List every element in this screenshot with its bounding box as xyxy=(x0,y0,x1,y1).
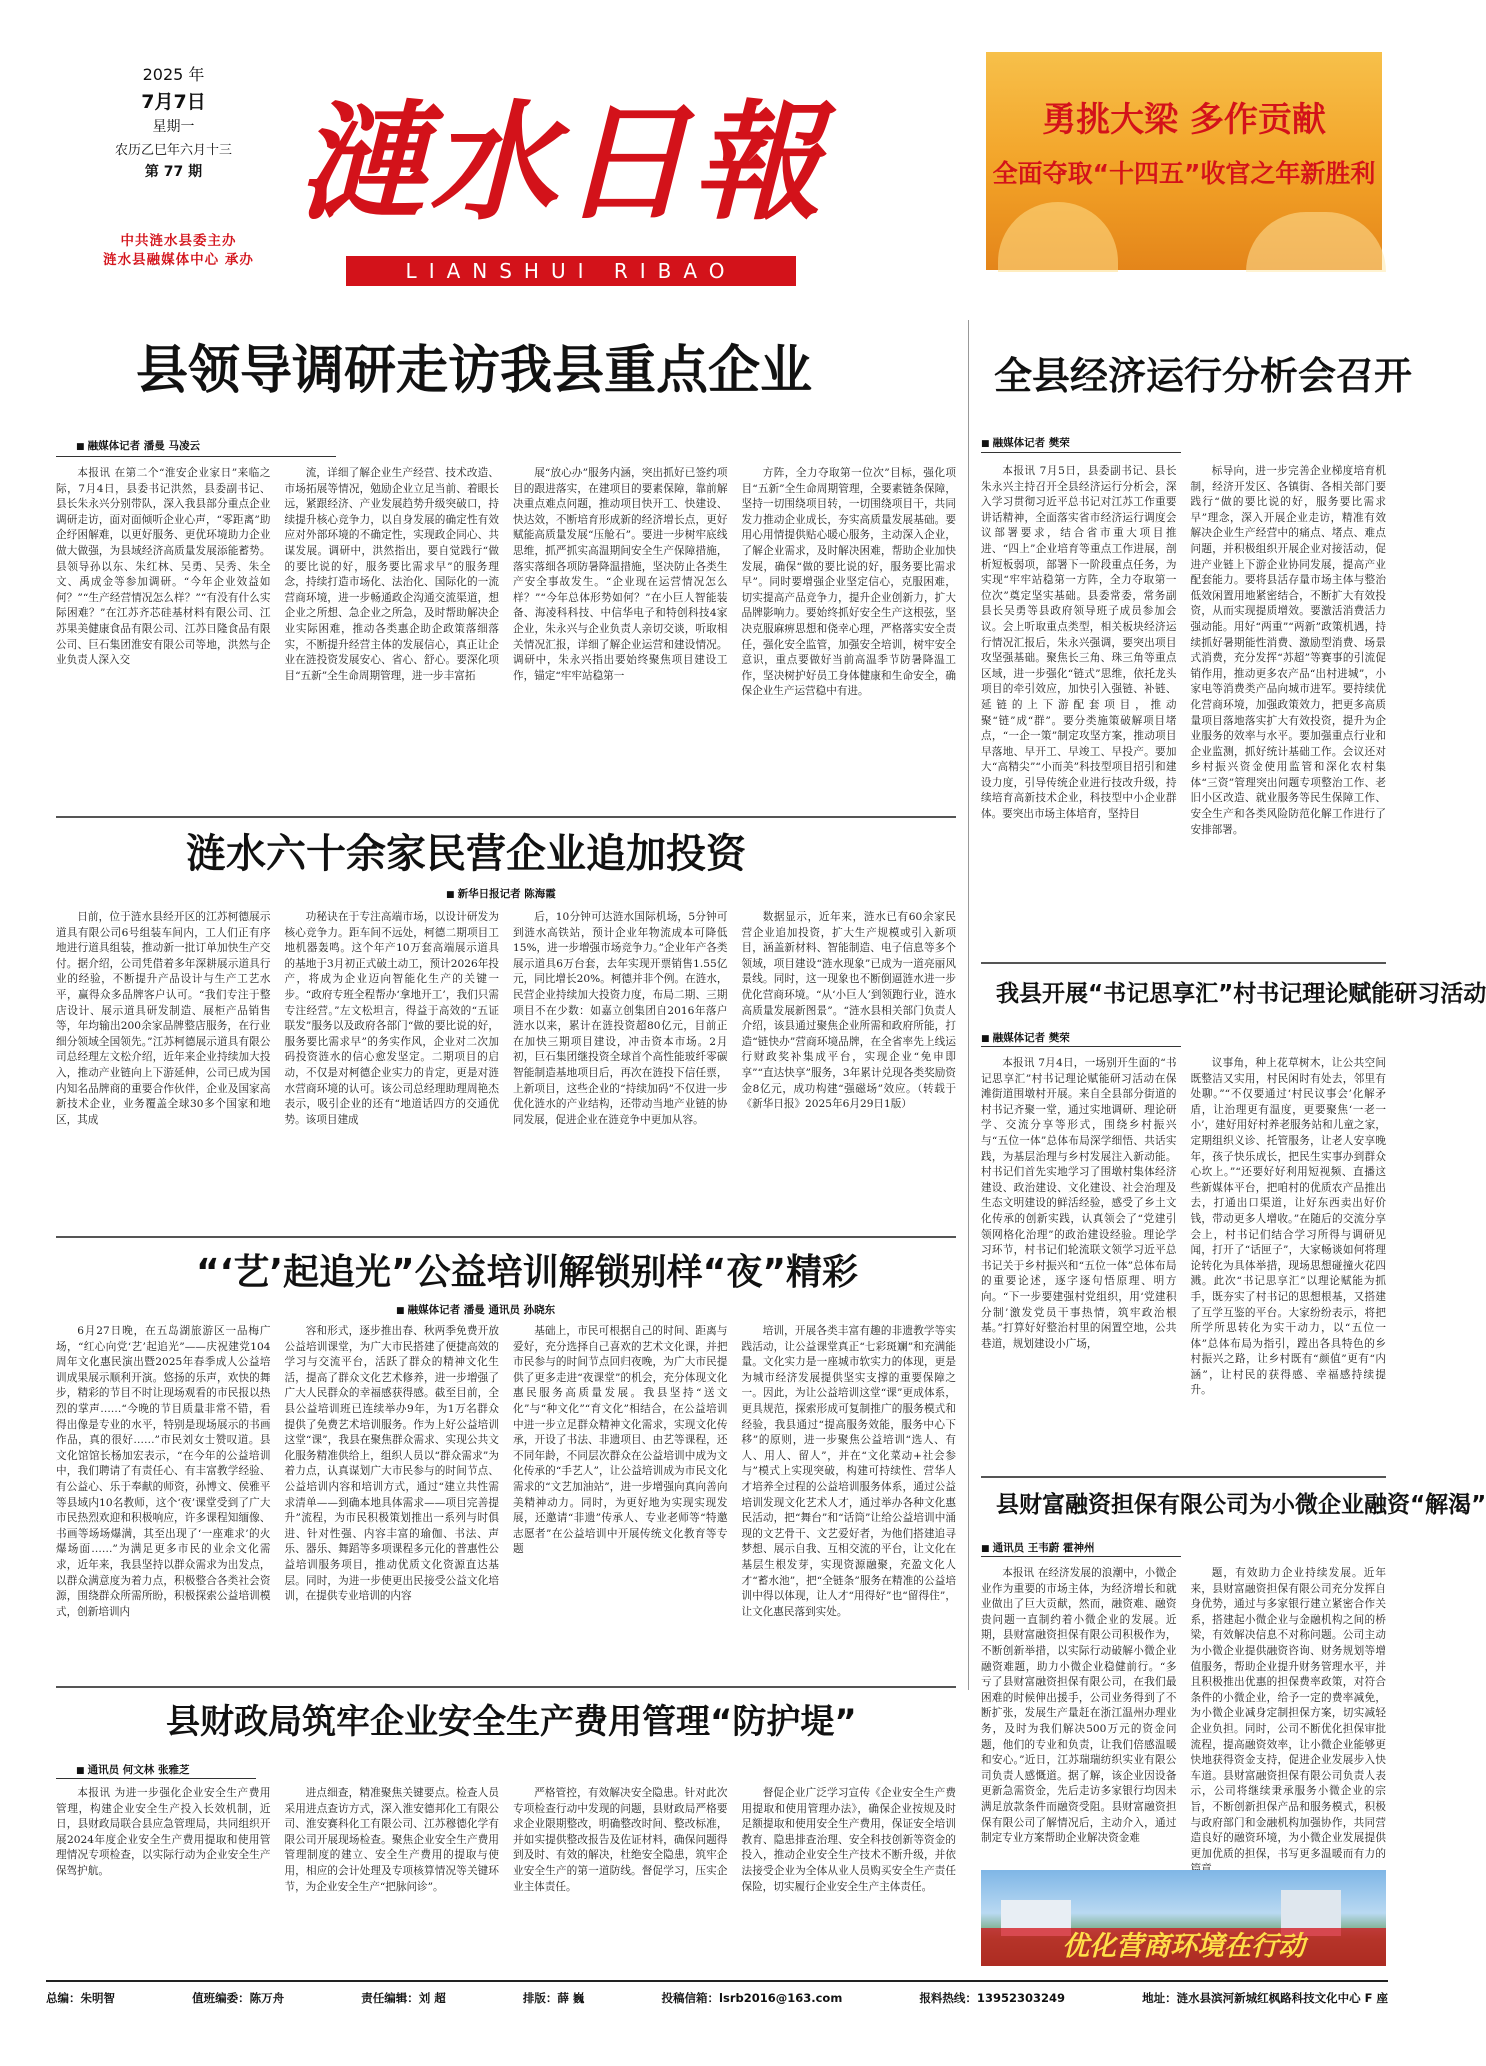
a5-headline: “‘艺’起追光”公益培训解锁别样“夜”精彩 xyxy=(196,1252,858,1293)
lunar-date: 农历乙巳年六月十三 xyxy=(114,143,232,158)
slogan-line-1: 勇挑大梁 多作贡献 xyxy=(1042,100,1326,140)
a7-col: 本报讯 为进一步强化企业安全生产费用管理，构建企业安全生产投入长效机制，近日，县财政局联合县应急管理局，共同组织开展2024年度企业安全生产费用提取和使用管理情况专项检查，以实际行动为企业安全生产保驾护航。 xyxy=(56,1787,271,1877)
divider xyxy=(981,1046,1181,1047)
section-rule xyxy=(981,1476,1386,1478)
section-rule xyxy=(56,816,956,818)
footer xyxy=(46,1990,1388,2006)
a3-byline: ■ 新华日报记者 陈海霞 xyxy=(446,886,556,901)
a7-col: 严格管控，有效解决安全隐患。针对此次专项检查行动中发现的问题，县财政局严格要求企业限期整改，明确整改时间、整改标准，并如实提供整改报告及佐证材料，确保问题得到及时、有效的解决，杜绝安全隐患，筑牢企业安全生产的第一道防线。督促学习，压实企业主体责任。 xyxy=(513,1787,728,1893)
a1-headline: 县领导调研走访我县重点企业 xyxy=(136,341,813,401)
a1-col: 本报讯 在第二个“淮安企业家日”来临之际，7月4日，县委书记洪然，县委副书记、县长朱永兴分别带队，深入我县部分重点企业调研走访，面对面倾听企业心声，“零距离”助企纾困解难，以更好服务、更优环境助力企业做大做强，为县域经济高质量发展添能蓄势。县领导孙以东、朱红林、吴勇、吴秀、朱全文、禹成金等参加调研。“今年企业效益如何？”“生产经营情况怎么样？”“有没有什么实际困难？”在江苏齐芯硅基材料有限公司、江苏果美健康食品有限公司、江苏日隆食品有限公司、巨石集团淮安有限公司等地，洪然与企业负责人深入交 xyxy=(56,467,271,667)
a4-col: 本报讯 7月4日，一场别开生面的“书记思享汇”村书记理论赋能研习活动在保滩街道围墩村开展。来自全县部分街道的村书记齐聚一堂，通过实地调研、理论研学、交流分享等形式，围绕乡村振兴与“五位一体”总体布局深学细悟、共话实践，为基层治理与乡村发展注入新动能。村书记们首先实地学习了围墩村集体经济建设、政治建设、文化建设、社会治理及生态文明建设的鲜活经验，感受了乡土文化传承的创新实践，认真领会了“党建引领网格化治理”的政治建设经验。理论学习环节，村书记们轮流联文领学习近平总书记关于乡村振兴和“五位一体”总体布局的重要论述，逐字逐句悟原理、明方向。“下一步要建强村党组织，用‘党建积分制’激发党员干事热情，筑牢政治根基。”打算好好整治村里的闲置空地，公共巷道，规划建设小广场， xyxy=(981,1057,1177,1350)
a3-col: 日前，位于涟水县经开区的江苏柯德展示道具有限公司6号组装车间内，工人们正有序地进行道具组装，推动新一批订单加快生产交付。据介绍，公司凭借着多年深耕展示道具行业的经验，不断提升产品设计与生产工艺水平，赢得众多品牌客户认可。“我们专注于整店设计、展示道具研发制造、展柜产品销售等，年均输出200余家品牌整店服务，在行业细分领域全国领先。”江苏柯德展示道具有限公司总经理左文松介绍，近年来企业持续加大投入，推动产业链向上下游延伸，公司已成为国内知名品牌商的重要合作伙伴，企业及国家高新技术企业，业务覆盖全球30多个国家和地区，其成 xyxy=(56,911,271,1126)
footer-layout: 排版：薛 巍 xyxy=(522,1991,585,2005)
a5-col: 6月27日晚，在五岛湖旅游区一品梅广场，“红心向党‘艺’起追光”——庆祝建党104周年文化惠民演出暨2025年春季成人公益培训成果展示顺利开演。悠扬的乐声，欢快的舞步，精彩的节目不时让现场观看的市民报以热烈的掌声……“今晚的节目质量非常不错，看得出像是专业的水平，特别是现场展示的书画作品，真的很好……”市民刘女士赞叹道。县文化馆馆长杨加宏表示，“在今年的公益培训中，我们聘请了有责任心、有丰富教学经验、有公益心、乐于奉献的师资，孙博文、侯雅平等县域内10名教师，这个‘夜’课堂受到了广大市民热烈欢迎和积极响应，许多课程知缅像、书画等场场爆满，其至出现了‘一座难求’的火爆场面……”为满足更多市民的业余文化需求，近年来，我县坚持以群众需求为出发点，以群众满意度为着力点，积极整合各类社会资源，围绕群众所需所盼，积极探索公益培训模式，创新培训内 xyxy=(56,1325,271,1618)
a7-col: 进点细查，精准聚焦关键要点。检查人员采用进点查访方式，深入淮安德邦化工有限公司、淮安赛科化工有限公司、江苏穆德化学有限公司开展现场检查。聚焦企业安全生产费用管理制度的建立、安全生产费用的提取与使用，相应的会计处理及专项核算情况等关键环节，为企业安全生产“把脉问诊”。 xyxy=(284,1787,499,1893)
sponsor: 中共涟水县委主办 xyxy=(120,233,237,249)
year: 2025 年 xyxy=(142,65,205,84)
a5-col: 基础上，市民可根据自己的时间、距离与爱好，充分选择自己喜欢的艺术文化课，并把市民参与的时间节点回归夜晚，为广大市民提供了更多走进“夜课堂”的机会，充分体现文化惠民服务高质量发展。我县坚持“送文化”与“种文化”“育文化”相结合，在公益培训中进一步立足群众精神文化需求，实现文化传承，开设了书法、非遗项目、由艺等课程，还不同年龄，不同层次群众在公益培训中成为文化传承的“手艺人”，让公益培训成为市民文化需求的“文艺加油站”，进一步增强向真向善向美精神动力。同时，为更好地为实现实现发展，还邀请“非遗”传承人、专业老师等“特邀志愿者”在公益培训中开展传统文化教育等专题 xyxy=(513,1325,728,1556)
a4-byline: ■ 融媒体记者 樊荣 xyxy=(981,1030,1070,1045)
slogan-banner xyxy=(986,52,1382,270)
flower-decoration xyxy=(1246,212,1386,272)
a1-byline: ■ 融媒体记者 潘曼 马凌云 xyxy=(76,438,200,453)
a2-col: 本报讯 7月5日，县委副书记、县长朱永兴主持召开全县经济运行分析会，深入学习贯彻习近平总书记对江苏工作重要讲话精神，全面落实省市经济运行调度会议部署要求，结合省市重大项目推进、“四上”企业培育等重点工作进展，剖析短板弱项，部署下一阶段重点任务，为实现“牢牢站稳第一方阵，全力夺取第一位次”奠定坚实基础。县委常委，常务副县长吴勇等县政府领导班子成员参加会议。会上听取重点类型，相关板块经济运行情况汇报后，朱永兴强调，要突出项目攻坚强基础。聚焦长三角、珠三角等重点区域，进一步强化“链式”思维，依托龙头项目的牵引效应，加快引入强链、补链、延链的上下游配套项目，推动聚“链”成“群”。要分类施策破解项目堵点，“一企一策”制定攻坚方案，推动项目早落地、早开工、早竣工、早投产。要加大“高精尖”“小而美”科技型项目招引和建设力度，引导传统企业进行技改升级，持续培育高新技术企业，科技型中小企业群体。要突出市场主体培育，坚持目 xyxy=(981,465,1177,821)
footer-rule xyxy=(46,1980,1388,1982)
a6-col: 本报讯 在经济发展的浪潮中，小微企业作为重要的市场主体，为经济增长和就业做出了巨大贡献，然而，融资难、融资贵问题一直制约着小微企业的发展。近期，县财富融资担保有限公司积极作为，不断创新举措，以实际行动破解小微企业融资难题，助力小微企业稳健前行。“多亏了县财富融资担保有限公司，在我们最困难的时候伸出援手，公司业务得到了不断扩张，发展生产量赶在浙江温州办理业务，及时为我们解决500万元的资金问题，他们的专业和负责，让我们倍感温暖和安心。”近日，江苏瑞瑞纺织实业有限公司负责人感慨道。据了解，该企业因设备更新急需资金，先后走访多家银行均因未满足放款条件而融资受阻。县财富融资担保有限公司了解情况后，主动介入，通过制定专业方案帮助企业解决资金难 xyxy=(981,1567,1177,1845)
divider xyxy=(56,456,336,457)
footer-duty-editor: 值班编委：陈万舟 xyxy=(192,1991,285,2005)
a2-body xyxy=(981,464,1386,960)
flower-decoration xyxy=(998,202,1118,272)
a7-col: 督促企业广泛学习宣传《企业安全生产费用提取和使用管理办法》，确保企业按规及时足额提取和使用安全生产费用，保证安全培训教育、隐患排查治理、安全科技创新等资金的投入，推动企业安全生产技术不断升级，并依法接受企业为全体从业人员购买安全生产责任保险，切实履行企业安全生产主体责任。 xyxy=(741,1787,956,1893)
section-rule xyxy=(56,1236,956,1238)
a5-body xyxy=(56,1324,956,1676)
a4-headline: 我县开展“书记思享汇”村书记理论赋能研习活动 xyxy=(996,981,1486,1007)
sponsor-block xyxy=(86,232,271,270)
ad-text: 优化营商环境在行动 xyxy=(1062,1931,1305,1962)
business-environment-ad xyxy=(981,1870,1386,1966)
a5-col: 培训，开展各类丰富有趣的非遗教学等实践活动，让公益课堂真正“七彩斑斓”和充满能量。文化实力是一座城市软实力的体现，更是为城市经济发展提供坚实支撑的重要保障之一。因此，为让公益培训这堂“课”更成体系，更具规范，探索形成可复制推广的服务模式和经验，我县通过“提高服务效能，服务中心下移”的原则，进一步聚焦公益培训“选人、有人、用人、留人”，并在“文化菜动+社会参与”模式上实现突破，构建可持续性、营华人才培养全过程的公益培训服务体系，通过公益培训发现文化艺术人才，通过举办各种文化惠民活动，把“舞台”和“话筒”让给公益培训中涌现的文艺骨干、文艺爱好者，为他们搭建追寻梦想、展示自我、互相交流的平台，让文化在基层生根发芽，实现资源融聚，充盈文化人才“蓄水池”，把“全链条”服务在精准的公益培训中得以体现，让人才“用得好”也“留得住”，让文化惠民落到实处。 xyxy=(741,1325,956,1618)
divider xyxy=(981,1556,1181,1557)
a7-headline: 县财政局筑牢企业安全生产费用管理“防护堤” xyxy=(166,1702,857,1742)
weekday: 星期一 xyxy=(152,119,195,135)
section-rule xyxy=(981,962,1386,964)
column-divider xyxy=(968,320,969,1690)
a4-body xyxy=(981,1056,1386,1472)
a1-col: 方阵，全力夺取第一位次”目标，强化项目“五新”全生命周期管理，全要素链条保障，坚持一切围绕项目转，一切围绕项目干，共同发力推动企业成长，夯实高质量发展基础。要用心用情提供贴心暖心服务，主动深入企业，了解企业需求，及时解决困难，帮助企业加快发展，确保“做的要比说的好，服务要比需求早”。同时要增强企业坚定信心，克服困难，切实提高产品竞争力，提升企业创新力，扩大品牌影响力。要始终抓好安全生产这根弦，坚决克服麻痹思想和侥幸心理，严格落实安全责任，强化安全监管，加强安全培训，树牢安全意识，重点要做好当前高温季节防暑降温工作，坚决树护好员工身体健康和生命安全，确保企业生产运营稳中有进。 xyxy=(741,467,956,698)
footer-email: 投稿信箱：lsrb2016@163.com xyxy=(661,1991,843,2005)
a2-headline: 全县经济运行分析会召开 xyxy=(994,354,1413,398)
a5-byline: ■ 融媒体记者 潘曼 通讯员 孙晓东 xyxy=(396,1302,555,1317)
a5-col: 容和形式，逐步推出春、秋两季免费开放公益培训课堂，为广大市民搭建了便捷高效的学习与交流平台，活跃了群众的精神文化生活，提高了群众文化艺术修养，进一步增强了广大人民群众的幸福感获得感。截至目前，全县公益培训班已连续举办9年，为1万名群众提供了免费艺术培训服务。作为上好公益培训这堂“课”，我县在聚焦群众需求、实现公共文化服务精准供给上，组织人员以“群众需求”为着力点，认真谋划广大市民参与的时间节点、公益培训内容和培训方式，通过“建立共性需求清单——到确本地具体需求——项目完善提升”流程，为市民积极策划推出一系列与时俱进、针对性强、内容丰富的瑜伽、书法、声乐、器乐、舞蹈等多项课程多元化的普惠性公益培训服务项目，推动优质文化资源直达基层。同时，为进一步使更出民接受公益文化培训，在提供专业培训的内容 xyxy=(284,1325,499,1603)
issue-number: 第 77 期 xyxy=(144,164,203,180)
a6-byline: ■ 通讯员 王韦蔚 霍神州 xyxy=(981,1540,1094,1555)
footer-chief-editor: 总编：朱明智 xyxy=(46,1991,115,2005)
a6-col: 题，有效助力企业持续发展。近年来，县财富融资担保有限公司充分发挥自身优势，通过与多家银行建立紧密合作关系，搭建起小微企业与金融机构之间的桥梁，有效解决信息不对称问题。公司主动为小微企业提供融资咨询、财务规划等增值服务，帮助企业提升财务管理水平，并且积极推出优惠的担保费率政策，对符合条件的小微企业，给予一定的费率减免，为小微企业减身定制担保方案，切实减轻企业负担。同时，公司不断优化担保审批流程，提高融资效率，让小微企业能够更快地获得资金支持，促进企业发展步入快车道。县财富融资担保有限公司负责人表示，公司将继续秉承服务小微企业的宗旨，不断创新担保产品和服务模式，积极与政府部门和金融机构加强协作，共同营造良好的融资环境，为小微企业发展提供更加优质的担保，书写更多温暖而有力的 xyxy=(1190,1567,1386,1860)
a1-body xyxy=(56,466,956,808)
divider xyxy=(981,452,1181,453)
a4-col: 议事角，种上花草树木，让公共空间既整洁又实用，村民闲时有处去，邻里有处聊。”“不仅要通过‘村民议事会’化解矛盾，让治理更有温度，更要聚焦‘一老一小’，建好用好村养老服务站和儿童之家，定期组织义诊、托管服务，让老人安享晚年，孩子快乐成长，把民生实事办到群众心坎上。”“还要好好利用短视频、直播这些新媒体平台，把咱村的优质农产品推出去，打通出口渠道，让好东西卖出好价钱，带动更多人增收。”在随后的交流分享会上，村书记们结合学习所得与调研见闻，打开了“话匣子”，大家畅谈如何将理论转化为具体举措，现场思想碰撞火花四溅。此次“书记思享汇”以理论赋能为抓手，既夯实了村书记的思想根基，又搭建了互学互鉴的平台。大家纷纷表示，将把所学所思转化为实干动力，以“五位一体”总体布局为指引，蹚出各具特色的乡村振兴之路，让乡村既有“颜值”更有“内涵”，让村民的获得感、幸福感持续提升。 xyxy=(1190,1057,1386,1397)
date-block xyxy=(86,62,261,181)
title-pinyin: LIANSHUI RIBAO xyxy=(346,256,796,286)
slogan-line-2: 全面夺取“十四五”收官之年新胜利 xyxy=(992,159,1376,188)
a3-col: 后，10分钟可达涟水国际机场，5分钟可到涟水高铁站，预计企业年物流成本可降低15%，进一步增强市场竞争力。”企业年产各类展示道具6万台套，去年实现开票销售1.55亿元，同比增长20%。柯德并非个例。在涟水，民营企业持续加大投资力度，布局二期、三期项目不在少数：如嘉立创集团自2016年落户涟水以来，累计在涟投资超80亿元，目前正在加快三期项目建设，冲击资本市场。2月初，巨石集团继投资全球首个高性能玻纤零碳智能制造基地项目后，再次在涟投下信任票，上新项目，这些企业的“持续加码”不仅进一步优化涟水的产业结构，还带动当地产业链的协同发展，促进企业在涟竞争中更加从容。 xyxy=(513,911,728,1126)
a7-byline: ■ 通讯员 何文林 张雅芝 xyxy=(76,1762,189,1777)
date: 7月7日 xyxy=(141,91,206,113)
a2-col: 标导向，进一步完善企业梯度培育机制，经济开发区、各镇街、各相关部门要践行“做的要比说的好，服务要比需求早”理念，深入开展企业走访，精准有效解决企业生产经营中的痛点、堵点、难点问题，并积极组织开展企业对接活动，促进产业链上下游企业协同发展，提高产业配套能力。要将县活存量市场主体与整治低效闲置用地紧密结合，不断扩大有效投资，从而实现提质增效。要激活消费活力强动能。用好“两重”“两新”政策机遇，持续抓好暑期能性消费、激励型消费、场景式消费，充分发挥“苏超”等赛事的引流促销作用，推动更多农产品“出村进城”，小家电等消费类产品向城市进军。要持续优化营商环境，加强政策效力，把更多高质量项目落地落实扩大有效投资，提升为企业服务的效率与水平。要加强重点行业和企业监测，抓好统计基础工作。会议还对乡村振兴资金使用监管和深化农村集体“三资”管理突出问题专项整治工作、老旧小区改造、就业服务等民生保障工作、安全生产和各类风险防范化解工作进行了安排部署。 xyxy=(1190,465,1386,836)
footer-address: 地址：涟水县滨河新城红枫路科技文化中心 F 座 xyxy=(1142,1991,1388,2005)
divider xyxy=(56,1778,256,1779)
a1-col: 流，详细了解企业生产经营、技术改造、市场拓展等情况，勉励企业立足当前、着眼长远，紧跟经济、产业发展趋势升级突破口，持续提升核心竞争力，以自身发展的确定性有效应对外部环境的不确定性，实现政企同心、共谋发展。调研中，洪然指出，要自觉践行“做的要比说的好，服务要比需求早”的服务理念，持续打造市场化、法治化、国际化的一流营商环境，进一步畅通政企沟通交流渠道，想企业之所想、急企业之所急，及时帮助解决企业实际困难，推动各类惠企助企政策落细落实，不断提升经营主体的发展信心，真正让企业在涟投资发展安心、省心、舒心。要深化项目“五新”全生命周期管理，进一步丰富拓 xyxy=(284,467,499,682)
newspaper-title: 漣水日報 xyxy=(296,88,825,238)
section-rule xyxy=(56,1686,956,1688)
a6-body xyxy=(981,1566,1386,1864)
a2-byline: ■ 融媒体记者 樊荣 xyxy=(981,435,1070,450)
footer-hotline: 报料热线：13952303249 xyxy=(919,1991,1065,2005)
a6-headline: 县财富融资担保有限公司为小微企业融资“解渴” xyxy=(996,1492,1486,1518)
a3-col: 功秘诀在于专注高端市场，以设计研发为核心竞争力。距车间不远处，柯德二期项目工地机器轰鸣。这个年产10万套高端展示道具的基地于3月初正式破土动工，预计2026年投产，将成为企业迈向智能化生产的关键一步。“政府专班全程帮办‘拿地开工’，我们只需专注经营。”左文松坦言，得益于高效的“五证联发”服务以及政府各部门“做的要比说的好，服务要比需求早”的务实作风，企业对二次加码投资涟水的信心愈发坚定。二期项目的启动，不仅是对柯德企业实力的肯定，更是对涟水营商环境的认可。该公司总经理助理周艳杰表示，吸引企业的还有“地道话四方的交通优势。该项目建成 xyxy=(284,911,499,1126)
publisher: 涟水县融媒体中心 承办 xyxy=(103,252,254,268)
a1-col: 展“放心办”服务内涵，突出抓好已签约项目的跟进落实，在建项目的要素保障，靠前解决重点难点问题，推动项目快开工、快建设、快达效，不断培育形成新的经济增长点，更好赋能高质量发展“压舱石”。要进一步树牢底线思维，抓严抓实高温期间安全生产保障措施，落实落细各项防暑降温措施，坚决防止各类生产安全事故发生。“企业现在运营情况怎么样？”“今年总体形势如何？”在小巨人智能装备、海凌科科技、中信华电子和特创科技4家企业，朱永兴与企业负责人亲切交谈，听取相关情况汇报，详细了解企业运营和建设情况。调研中，朱永兴指出要始终聚焦项目建设工作，锚定“牢牢站稳第一 xyxy=(513,467,728,682)
a3-headline: 涟水六十余家民营企业追加投资 xyxy=(186,831,746,877)
newspaper-page xyxy=(46,40,1486,2026)
footer-responsible-editor: 责任编辑：刘 超 xyxy=(361,1991,446,2005)
a3-col: 数据显示，近年来，涟水已有60余家民营企业追加投资，扩大生产规模或引入新项目，涵盖新材料、智能制造、电子信息等多个领域，项目建设“涟水现象”已成为一道亮丽风景线。同时，这一现象也不断倒逼涟水进一步优化营商环境。“从‘小巨人’到领跑行业，涟水高质量发展新图景”。“涟水县相关部门负责人介绍，该县通过聚焦企业所需和政府所能，打造“链快办”营商环境品牌，在全省率先上线运行财政奖补集成平台，实现企业“免申即享”“直达快享”服务，3年累计兑现各类奖励资金8亿元，成功构建“强磁场”效应。（转载于《新华日报》2025年6月29日1版） xyxy=(741,911,956,1111)
a3-body xyxy=(56,910,956,1230)
a7-body xyxy=(56,1786,956,1958)
